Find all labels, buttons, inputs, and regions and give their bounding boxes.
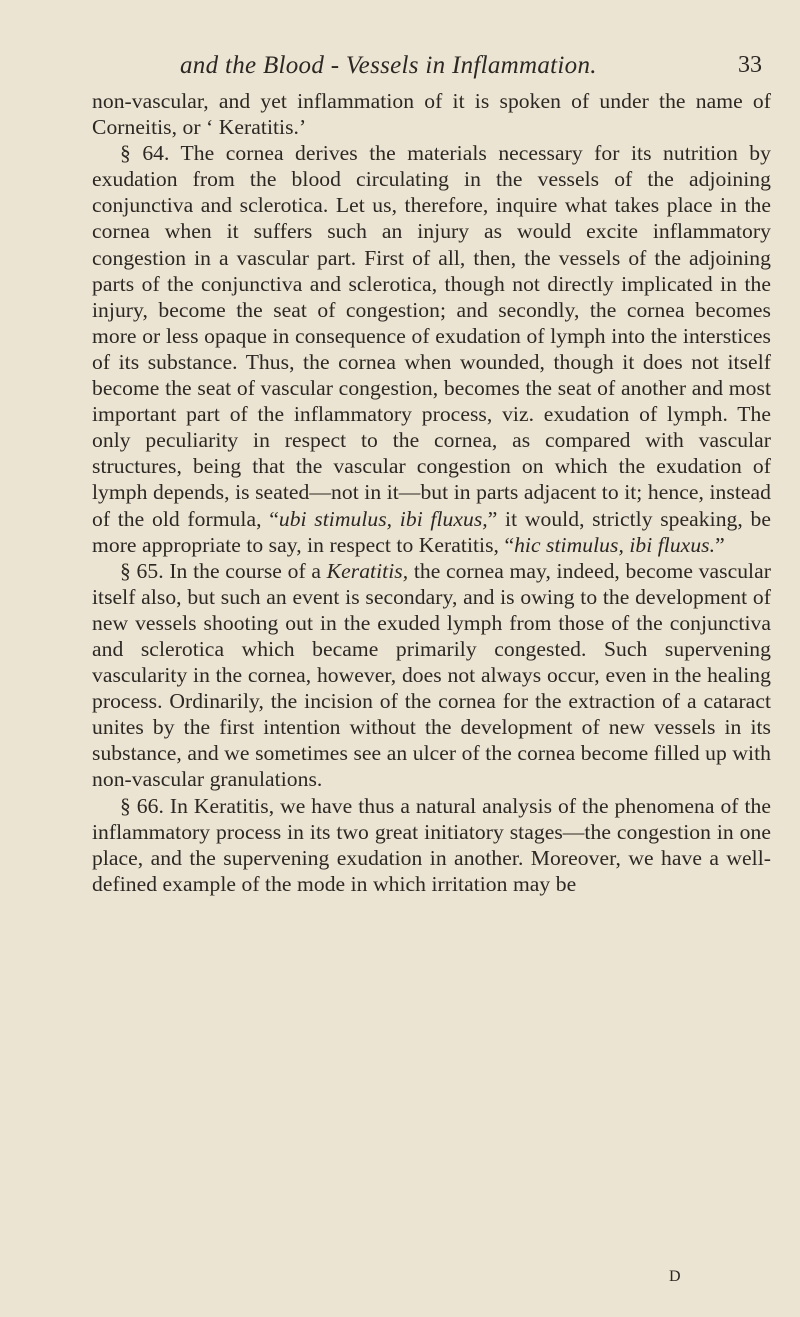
page-number: 33 — [738, 52, 762, 78]
running-head: and the Blood - Vessels in Inflammation. — [180, 52, 597, 79]
paragraph-continuation — [92, 88, 771, 140]
text-run: § 65. In the course of a — [120, 558, 327, 583]
text-run: ” — [715, 532, 725, 557]
italic-text-run: ubi stimulus, ibi fluxus, — [278, 506, 488, 531]
italic-text-run: hic stimulus, ibi fluxus. — [514, 532, 716, 557]
paragraph-section-64 — [92, 140, 771, 558]
text-run: § 64. The cornea derives the materials necessary for its nutrition by exudation from the blood circulating in the vessels of the adjoining conjunctiva and sclerotica. Let us, therefore, inquire what takes place in the cornea when it suffers such an injury as would excite inflammatory congestion in a vascular part. First of all, then, the vessels of the adjoining parts of the conjunctiva and sclerotica, though not directly implicated in the injury, become the seat of congestion; and secondly, the cornea becomes more or less opaque in consequence of exudation of lymph into the interstices of its substance. Thus, the cornea when wounded, though it does not itself become the seat of vascular congestion, becomes the seat of another and most important part of the inflammatory process, viz. exudation of lymph. The only peculiarity in respect to the cornea, as compared with vascular structures, being that the vascular congestion on which the exudation of lymph depends, is seated—not in it—but in parts adjacent to it; hence, instead of the old formula, “ — [92, 141, 771, 531]
text-run: the cornea may, indeed, become vascular itself also, but such an event is secondary, and is owing to the development of new vessels shooting out in the exuded lymph from those of the conjunctiva and sclerotica which became primarily congested. Such supervening vascularity in the cornea, however, does not always occur, even in the healing process. Ordinarily, the incision of the cornea for the extraction of a cataract unites by the first intention without the development of new vessels in its substance, and we sometimes see an ulcer of the cornea become filled up with non-vascular granulations. — [92, 558, 771, 792]
italic-text-run: Keratitis, — [326, 558, 409, 583]
signature-mark: D — [669, 1268, 682, 1285]
body-text — [92, 88, 771, 897]
text-run: non-vascular, and yet inflammation of it is spoken of under the name of Corneitis, or ‘ Keratitis.’ — [92, 89, 771, 140]
text-run: ” it would, strictly speaking, be more appropriate to say, in respect to Keratitis, “ — [92, 506, 771, 557]
page-header — [92, 52, 772, 86]
paragraph-section-65 — [92, 558, 771, 793]
paragraph-section-66 — [92, 793, 771, 897]
text-run: § 66. In Keratitis, we have thus a natural analysis of the phenomena of the inflammatory process in its two great initiatory stages—the congestion in one place, and the supervening exudation in another. Moreover, we have a well-defined example of the mode in which irritation may be — [92, 793, 771, 896]
